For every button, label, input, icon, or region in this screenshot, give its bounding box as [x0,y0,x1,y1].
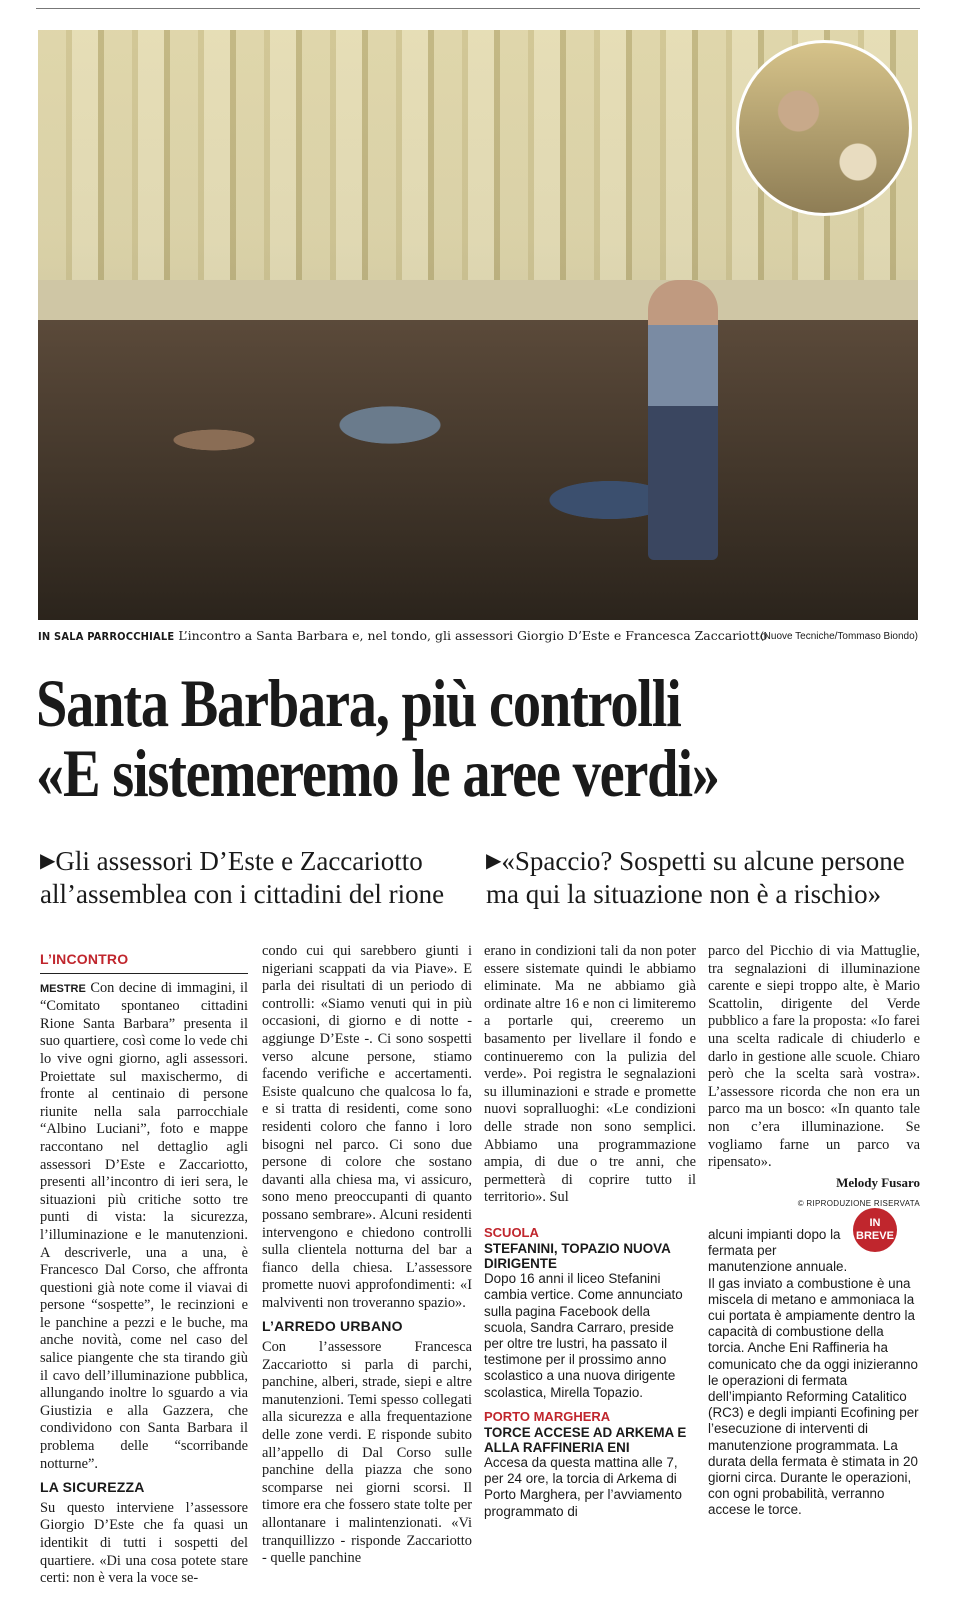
copyright: © RIPRODUZIONE RISERVATA [797,1199,920,1209]
article-column-2 [262,943,472,1568]
photo-credit: (Nuove Tecniche/Tommaso Biondo) [760,631,918,642]
article-p3-continued: erano in condizioni tali da non poter essere sistemate quindi le abbiamo eliminate. Ma ne abbiamo già ordinate altre 16 e non ci limiteremo a portarle qui, creeremo un basamento per livellare il fondo e continueremo con la pulizia del verde». Poi registra le segnalazioni su illuminazioni e strade e promette nuovi sopralluoghi: «Le condizioni delle strade non sono semplici. Abbiamo una programmazione ampia, di due o tre anni, che permetterà di coprire tutto il territorio». Sul [484,943,696,1206]
subhead-left-text: Gli assessori D’Este e Zaccariotto all’assemblea con i cittadini del rione [40,846,445,909]
brief-2-text-continued: alcuni impianti dopo la fermata per manutenzione annuale. [708,1227,848,1275]
article-p3: Con l’assessore Francesca Zaccariotto si parla di parchi, panchine, alberi, strade, siepi e altre manutenzioni. Temi spesso collegati alla sicurezza e alla frequentazione delle zone verdi. E risponde subito all’appello di Dal Corso sulle panchine della piazza che sono scomparse nei giorni scorsi. Il timore era che fossero state tolte per allontanare i malintenzionati. «Vi tranquillizzo - risponde Zaccariotto - quelle panchine [262,1339,472,1567]
brief-1-text: Dopo 16 anni il liceo Stefanini cambia vertice. Come annunciato sulla pagina Facebook della scuola, Sandra Carraro, preside per oltre tre lustri, ha passato il testimone per il prossimo anno scolastico a una nuova dirigente scolastica, Mirella Topazio. [484,1271,683,1400]
brief-2-kicker: PORTO MARGHERA [484,1408,611,1424]
section-rule [40,973,248,974]
article-column-4 [708,943,920,1213]
subhead-right-text: «Spaccio? Sospetti su alcune persone ma qui la situazione non è a rischio» [486,846,905,909]
article-paragraph-1 [40,980,248,1474]
article-p2: Su questo interviene l’assessore Giorgio D’Este che fa quasi un identikit di tutti i sospetti del quartiere. «Di una cosa potete stare certi: non è vera la voce se- [40,1499,248,1587]
section-incontro: L’INCONTRO [40,951,129,967]
triangle-bullet-icon: ▶ [40,850,56,872]
section-arredo-urbano: L’ARREDO URBANO [262,1318,403,1335]
inset-photo [736,40,912,216]
article-column-3 [484,943,696,1207]
dateline: MESTRE [40,982,86,995]
subhead-right [486,845,926,911]
in-breve-column-2 [708,1227,920,1519]
headline-line-1: Santa Barbara, più controlli [36,665,681,741]
section-sicurezza: LA SICUREZZA [40,1479,145,1496]
article-p2-continued: condo cui qui sarebbero giunti i nigeriani scappati da via Piave». E parla dei risultati di un periodo di controlli: «Siamo venuti qui in più occasioni, di giorno e di notte - aggiunge D’Este -. Ci sono sospetti verso alcune persone, stiamo facendo verifiche e accertamenti. Esiste qualcuno che qualcosa lo fa, e si tratta di residenti, come sono residenti coloro che fanno i loro bisogni nel parco. Ci sono due persone di colore che sostano davanti alla chiesa ma, vi assicuro, sono meno preoccupanti di quanto possano sembrare». Alcuni residenti intervengono e chiedono controlli sulla clientela notturna del bar a fianco della chiesa. L’assessore promette nuovi approfondimenti: «I malviventi non troveranno spazio». [262,943,472,1311]
subhead-left [40,845,480,911]
article-column-1 [40,951,248,1588]
in-breve-column-1 [484,1225,696,1520]
article-p3-end: parco del Picchio di via Mattuglie, tra segnalazioni di illuminazione carente e siepi troppo alte, è Mario Scattolin, dirigente del Verde pubblico a fare la proposta: «Io farei una scelta radicale di chiuderlo e darlo in gestione alle scuole. Chiaro però che la scelta sarà vostra». L’assessore ricorda che non era un parco ma un bosco: «In quanto tale non c’era illuminazione. Se vogliamo farne un parco va ripensato». [708,943,920,1171]
brief-1-kicker: SCUOLA [484,1225,539,1240]
speaker-figure [648,280,718,560]
triangle-bullet-icon: ▶ [486,850,502,872]
article-p1: Con decine di immagini, il “Comitato spontaneo cittadini Rione Santa Barbara” presenta il suo quartiere, così come lo vede chi lo vive ogni giorno, agli assessori. Proiettate sul maxischermo, di fronte al centinaio di persone riunite nella sala parrocchiale “Albino Luciani”, foto e mappe raccontano nel dettaglio agli assessori D’Este e Zaccariotto, presenti all’incontro di ieri sera, le situazioni più critiche sotto tre punti di vista: la sicurezza, l’illuminazione e le manutenzioni. A descriverle, una a una, è Francesco Dal Corso, che affronta questioni già note come il viavai di persone “sospette”, le recinzioni e le panchine a pezzi e le buche, ma anche novità, come nel caso del salice piangente che sta tirando giù il cavo dell’illuminazione pubblica, allungando inoltre lo sguardo a via Giustizia e alla Gazzera, che condividono con Santa Barbara il problema delle “scorribande notturne”. [40,979,248,1472]
author: Melody Fusaro [836,1174,920,1190]
headline [36,665,924,811]
main-photo [38,30,918,620]
audience [38,320,918,620]
caption-text: L’incontro a Santa Barbara e, nel tondo, gli assessori Giorgio D’Este e Francesca Zaccariotto [174,628,768,643]
brief-1-title: STEFANINI, TOPAZIO NUOVA DIRIGENTE [484,1241,671,1272]
top-rule [36,8,920,9]
brief-2-text: Accesa da questa mattina alle 7, per 24 ore, la torcia di Arkema di Porto Marghera, per l’avviamento programmato di [484,1455,682,1519]
headline-line-2: «E sistemeremo le aree verdi» [36,735,719,811]
caption-label: IN SALA PARROCCHIALE [38,630,175,643]
photo-caption [38,627,918,645]
brief-2-title: TORCE ACCESE AD ARKEMA E ALLA RAFFINERIA ENI [484,1425,687,1456]
brief-2-text-2: Il gas inviato a combustione è una miscela di metano e ammoniaca la cui portata è ampiamente dentro la capacità di combustione della torcia. Anche Eni Raffineria ha comunicato che da oggi inizieranno le operazioni di fermata dell’impianto Reforming Catalitico (RC3) e degli impianti Ecofining per l’esecuzione di interventi di manutenzione programmata. La durata della fermata è stimata in 20 giorni circa. Durante le operazioni, con ogni probabilità, verranno accese le torce. [708,1275,919,1518]
in-breve-badge: IN BREVE [853,1208,897,1252]
